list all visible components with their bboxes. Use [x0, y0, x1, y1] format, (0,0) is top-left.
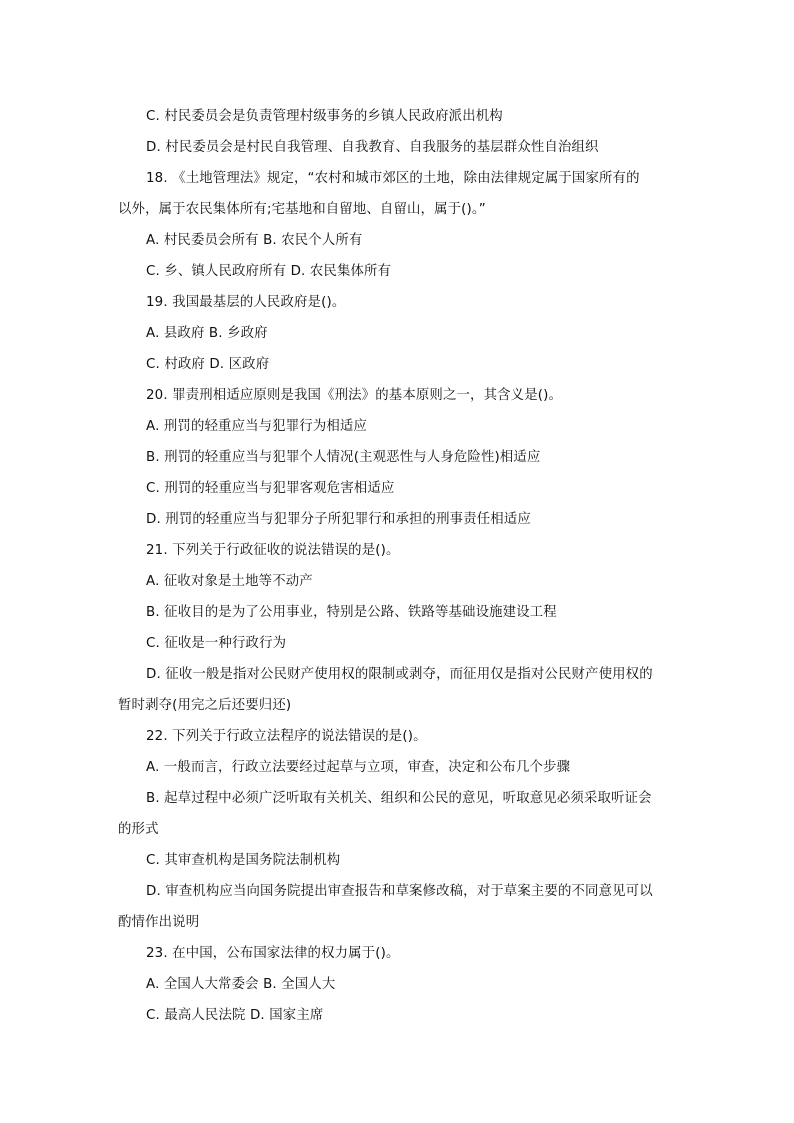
- option-17c: C. 村民委员会是负责管理村级事务的乡镇人民政府派出机构: [146, 109, 503, 124]
- option-20c: C. 刑罚的轻重应当与犯罪客观危害相适应: [146, 481, 395, 496]
- option-22b: B. 起草过程中必须广泛听取有关机关、组织和公民的意见，听取意见必须采取听证会: [146, 791, 652, 806]
- option-21d: D. 征收一般是指对公民财产使用权的限制或剥夺，而征用仅是指对公民财产使用权的: [146, 667, 653, 682]
- option-20b: B. 刑罚的轻重应当与犯罪个人情况(主观恶性与人身危险性)相适应: [146, 450, 541, 465]
- options-23-cd: C. 最高人民法院 D. 国家主席: [146, 1008, 324, 1023]
- option-21a: A. 征收对象是土地等不动产: [146, 574, 313, 589]
- option-21d-cont: 暂时剥夺(用完之后还要归还): [118, 698, 292, 713]
- option-17d: D. 村民委员会是村民自我管理、自我教育、自我服务的基层群众性自治组织: [146, 140, 599, 155]
- option-20a: A. 刑罚的轻重应当与犯罪行为相适应: [146, 419, 367, 434]
- option-22b-cont: 的形式: [118, 822, 159, 837]
- option-22d-cont: 酌情作出说明: [118, 915, 200, 930]
- option-20d: D. 刑罚的轻重应当与犯罪分子所犯罪行和承担的刑事责任相适应: [146, 512, 531, 527]
- options-23-ab: A. 全国人大常委会 B. 全国人大: [146, 977, 336, 992]
- option-21c: C. 征收是一种行政行为: [146, 636, 287, 651]
- question-21-stem: 21. 下列关于行政征收的说法错误的是()。: [146, 543, 400, 558]
- question-18-stem-cont: 以外，属于农民集体所有;宅基地和自留地、自留山，属于()。”: [118, 202, 486, 217]
- question-19-stem: 19. 我国最基层的人民政府是()。: [146, 295, 346, 310]
- options-18-cd: C. 乡、镇人民政府所有 D. 农民集体所有: [146, 264, 392, 279]
- question-22-stem: 22. 下列关于行政立法程序的说法错误的是()。: [146, 729, 427, 744]
- options-19-cd: C. 村政府 D. 区政府: [146, 357, 270, 372]
- option-22a: A. 一般而言，行政立法要经过起草与立项，审查，决定和公布几个步骤: [146, 760, 571, 775]
- options-18-ab: A. 村民委员会所有 B. 农民个人所有: [146, 233, 363, 248]
- document-body: [118, 101, 678, 1031]
- question-23-stem: 23. 在中国，公布国家法律的权力属于()。: [146, 946, 400, 961]
- option-22d: D. 审查机构应当向国务院提出审查报告和草案修改稿，对于草案主要的不同意见可以: [146, 884, 653, 899]
- question-20-stem: 20. 罪责刑相适应原则是我国《刑法》的基本原则之一，其含义是()。: [146, 388, 563, 403]
- options-19-ab: A. 县政府 B. 乡政府: [146, 326, 268, 341]
- option-22c: C. 其审查机构是国务院法制机构: [146, 853, 341, 868]
- option-21b: B. 征收目的是为了公用事业，特别是公路、铁路等基础设施建设工程: [146, 605, 557, 620]
- question-18-stem: 18. 《土地管理法》规定，“农村和城市郊区的土地，除由法律规定属于国家所有的: [146, 171, 640, 186]
